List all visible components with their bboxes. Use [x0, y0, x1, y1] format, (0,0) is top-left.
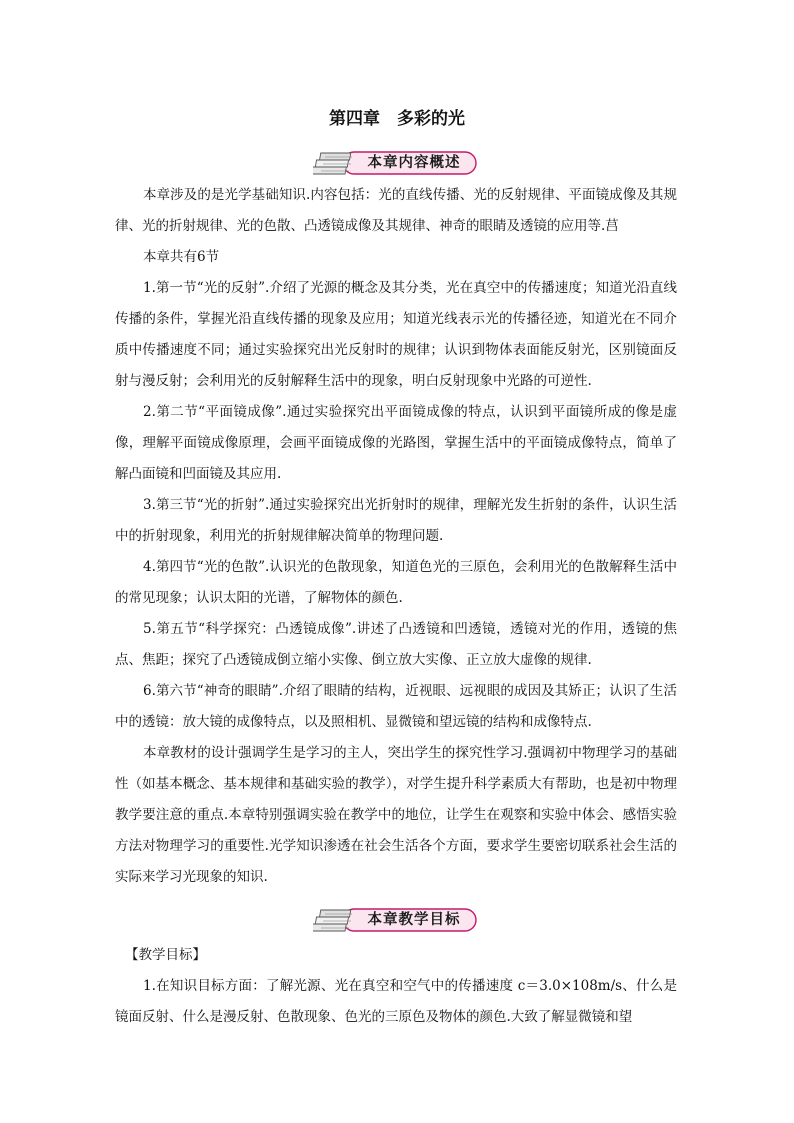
overview-paragraph: 5.第五节“科学探究：凸透镜成像”.讲述了凸透镜和凹透镜，透镜对光的作用，透镜的焦点、焦距；探究了凸透镜成倒立缩小实像、倒立放大实像、正立放大虚像的规律.	[115, 621, 677, 668]
overview-paragraph: 本章涉及的是光学基础知识.内容包括：光的直线传播、光的反射规律、平面镜成像及其规律、光的折射规律、光的色散、凸透镜成像及其规律、神奇的眼睛及透镜的应用等.莒	[115, 187, 677, 234]
overview-paragraph: 2.第二节“平面镜成像”.通过实验探究出平面镜成像的特点，认识到平面镜所成的像是虚像，理解平面镜成像原理，会画平面镜成像的光路图，掌握生活中的平面镜成像特点，简单了解凸面镜和凹面镜及其应用.	[115, 404, 677, 482]
overview-paragraph: 6.第六节“神奇的眼睛”.介绍了眼睛的结构，近视眼、远视眼的成因及其矫正；认识了生活中的透镜：放大镜的成像特点，以及照相机、显微镜和望远镜的结构和成像特点.	[115, 683, 677, 730]
overview-paragraph: 4.第四节“光的色散”.认识光的色散现象，知道色光的三原色，会利用光的色散解释生活中的常见现象；认识太阳的光谱，了解物体的颜色.	[115, 559, 677, 606]
overview-banner	[313, 146, 479, 178]
objectives-section	[115, 940, 677, 1033]
overview-paragraph: 1.第一节“光的反射”.介绍了光源的概念及其分类，光在真空中的传播速度；知道光沿直线传播的条件，掌握光沿直线传播的现象及应用；知道光线表示光的传播径迹，知道光在不同介质中传播速度不同；通过实验探究出光反射时的规律；认识到物体表面能反射光，区别镜面反射与漫反射；会利用光的反射解释生活中的现象，明白反射现象中光路的可逆性.	[115, 280, 677, 389]
overview-section	[115, 180, 677, 893]
chapter-title: 第四章 多彩的光	[329, 109, 465, 129]
overview-paragraph: 3.第三节“光的折射”.通过实验探究出光折射时的规律，理解光发生折射的条件，认识生活中的折射现象，利用光的折射规律解决简单的物理问题.	[115, 497, 677, 544]
objectives-banner-label: 本章教学目标	[367, 912, 461, 928]
objectives-heading: 【教学目标】	[125, 947, 206, 963]
overview-paragraph: 本章共有6节	[143, 249, 220, 265]
overview-paragraph: 本章教材的设计强调学生是学习的主人，突出学生的探究性学习.强调初中物理学习的基础性（如基本概念、基本规律和基础实验的教学），对学生提升科学素质大有帮助，也是初中物理教学要注意的重点.本章特别强调实验在教学中的地位，让学生在观察和实验中体会、感悟实验方法对物理学习的重要性.光学知识渗透在社会生活各个方面，要求学生要密切联系社会生活的实际来学习光现象的知识.	[115, 745, 677, 885]
objectives-banner	[313, 903, 479, 935]
overview-banner-label: 本章内容概述	[367, 155, 461, 171]
objectives-paragraph: 1.在知识目标方面：了解光源、光在真空和空气中的传播速度 c＝3.0×108m/s、什么是镜面反射、什么是漫反射、色散现象、色光的三原色及物体的颜色.大致了解显微镜和望	[115, 978, 677, 1025]
